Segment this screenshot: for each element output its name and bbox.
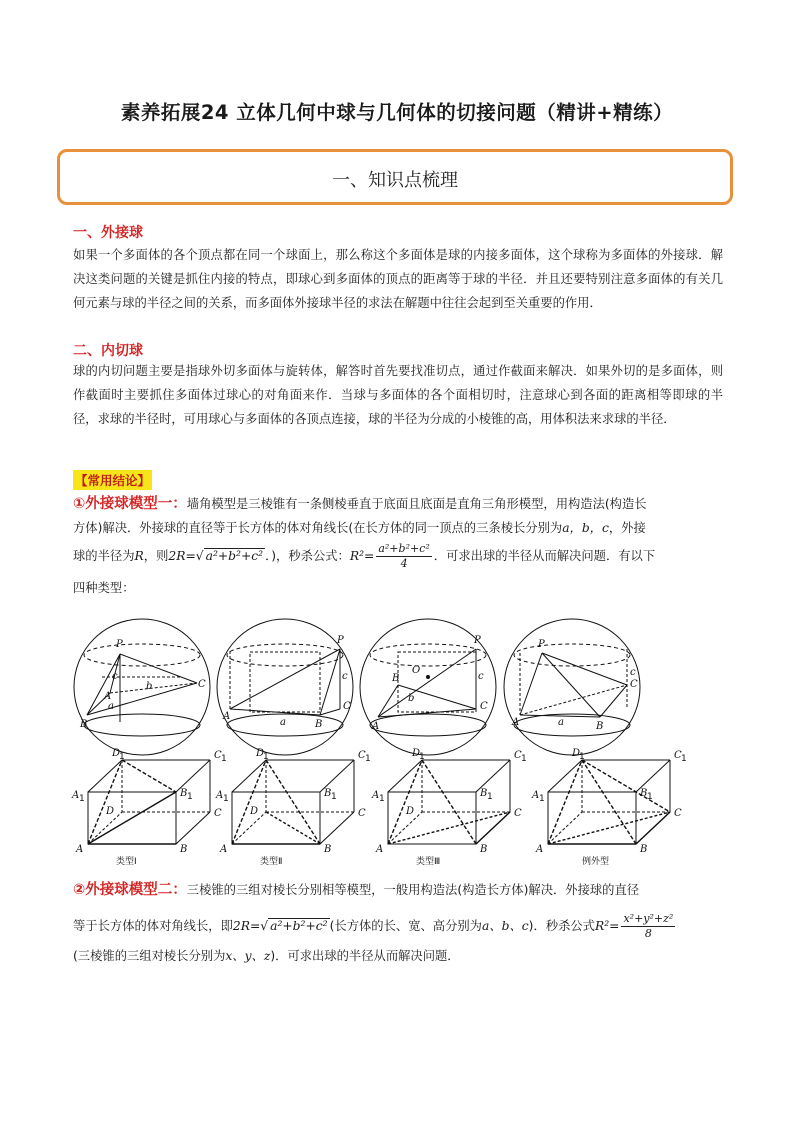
svg-text:B: B <box>480 788 488 799</box>
svg-text:B: B <box>324 788 332 799</box>
svg-text:A: A <box>372 721 380 732</box>
svg-text:a: a <box>558 717 564 728</box>
svg-text:B: B <box>315 719 323 730</box>
svg-text:C: C <box>214 750 222 761</box>
document-title: 素养拓展24 立体几何中球与几何体的切接问题（精讲+精练） <box>120 101 674 124</box>
svg-text:a: a <box>108 701 114 712</box>
paragraph-inscribed-sphere: 球的内切问题主要是指球外切多面体与旋转体，解答时首先要找准切点，通过作截面来解决．如果外切的是多面体，则作截面时主要抓住多面体过球心的对角面来作．当球与多面体的各个面相切时，注意球心到各面的距离相等即球的半径，求球的半径时，可用球心与多面体的各顶点连接，球的半径为分成的小棱锥的高，用体积法来求球的半径． <box>73 364 723 426</box>
model1-heading: ①外接球模型一： <box>73 496 187 512</box>
svg-text:例外型: 例外型 <box>582 857 610 867</box>
common-conclusion-tag: 【常用结论】 <box>73 470 152 490</box>
svg-text:B: B <box>324 844 332 855</box>
svg-text:1: 1 <box>79 794 85 804</box>
svg-text:1: 1 <box>487 792 493 802</box>
svg-text:c: c <box>112 671 118 682</box>
svg-text:1: 1 <box>119 752 125 762</box>
svg-text:C: C <box>358 750 366 761</box>
model2-line3: (三棱锥的三组对棱长分别为x、y、z)．可求出球的半径从而解决问题． <box>73 949 460 963</box>
section-header-label: 一、知识点梳理 <box>332 170 458 191</box>
svg-text:D: D <box>406 806 415 817</box>
svg-text:1: 1 <box>681 754 687 764</box>
svg-text:b: b <box>146 681 153 692</box>
fraction-formula-model2: $\frac{\text{x²+y²+z²}}{8}$ <box>623 912 674 940</box>
svg-text:P: P <box>474 635 481 646</box>
svg-text:C: C <box>674 750 682 761</box>
svg-text:D: D <box>412 748 421 759</box>
section-header-box <box>57 149 733 205</box>
sphere-diagram-2 <box>217 619 353 755</box>
svg-text:A: A <box>220 844 228 855</box>
svg-text:c: c <box>478 671 484 682</box>
svg-text:C: C <box>358 808 366 819</box>
svg-text:A: A <box>104 691 112 702</box>
formula-2R: 2R= <box>168 549 196 563</box>
svg-text:A: A <box>372 790 380 801</box>
paragraph-circumscribed-sphere: 如果一个多面体的各个顶点都在同一个球面上，那么称这个多面体是球的内接多面体，这个球称为多面体的外接球．解决这类问题的关键是抓住内接的特点，即球心到多面体的顶点的距离等于球的半径．并且还要特别注意多面体的有关几何元素与球的半径之间的关系，而多面体外接球半径的求法在解题中往往会起到至关重要的作用． <box>73 248 723 310</box>
svg-text:B: B <box>596 721 604 732</box>
svg-text:a: a <box>280 717 286 728</box>
svg-text:C: C <box>343 701 351 712</box>
fraction-formula-model1: $\frac{\text{a²+b²+c²}}{4}$ <box>378 542 430 570</box>
svg-text:B: B <box>392 673 400 684</box>
svg-text:类型Ⅲ: 类型Ⅲ <box>416 857 441 867</box>
svg-text:C: C <box>214 808 222 819</box>
svg-text:O: O <box>412 665 421 676</box>
svg-text:C: C <box>480 701 488 712</box>
box-diagram-type3 <box>371 748 527 867</box>
svg-text:B: B <box>640 788 648 799</box>
model1-line1: ①外接球模型一：墙角模型是三棱锥有一条侧棱垂直于底面且底面是直角三角形模型，用构造法(构造长 <box>73 496 647 512</box>
svg-text:1: 1 <box>539 794 545 804</box>
svg-text:C: C <box>514 750 522 761</box>
sphere-diagram-1 <box>74 619 210 755</box>
svg-text:1: 1 <box>331 792 337 802</box>
svg-text:A: A <box>536 844 544 855</box>
svg-text:P: P <box>116 639 123 650</box>
model1-line2: 方体)解决．外接球的直径等于长方体的体对角线长(在长方体的同一顶点的三条棱长分别为a，b，c，外接 <box>73 521 646 535</box>
svg-text:A: A <box>216 790 224 801</box>
svg-text:B: B <box>180 788 188 799</box>
svg-text:A: A <box>72 790 80 801</box>
svg-text:A: A <box>532 790 540 801</box>
svg-text:D: D <box>106 806 115 817</box>
svg-text:C: C <box>198 679 206 690</box>
svg-text:1: 1 <box>379 794 385 804</box>
model1-line4: 四种类型： <box>73 581 135 595</box>
svg-text:1: 1 <box>365 754 371 764</box>
svg-text:D: D <box>112 748 121 759</box>
svg-text:b: b <box>408 693 415 704</box>
svg-text:c: c <box>342 671 348 682</box>
model2-line1: ②外接球模型二：三棱锥的三组对棱长分别相等模型，一般用构造法(构造长方体)解决．外接球的直径 <box>73 882 640 898</box>
svg-text:1: 1 <box>647 792 653 802</box>
svg-text:A: A <box>376 844 384 855</box>
box-diagram-type1 <box>71 748 227 867</box>
svg-text:c: c <box>630 667 636 678</box>
svg-text:A: A <box>223 711 231 722</box>
model2-heading: ②外接球模型二： <box>73 882 187 898</box>
svg-text:D: D <box>256 748 265 759</box>
svg-text:A: A <box>512 717 520 728</box>
svg-text:B: B <box>480 844 488 855</box>
sphere-model-figure <box>0 602 794 882</box>
svg-text:1: 1 <box>521 754 527 764</box>
svg-text:1: 1 <box>221 754 227 764</box>
svg-text:C: C <box>514 808 522 819</box>
svg-text:B: B <box>640 844 648 855</box>
svg-text:B: B <box>80 719 88 730</box>
heading-circumscribed-sphere: 一、外接球 <box>73 225 143 241</box>
svg-text:P: P <box>337 635 344 646</box>
model1-line3: 球的半径为R，则2R=√ a²+b²+c² ．)，秒杀公式：R²= $\frac{\text{a²+b²+c²}}{4}$ ．可求出球的半径从而解决问题．有以下 <box>73 542 656 570</box>
model2-line2: 等于长方体的体对角线长，即2R=√ a²+b²+c² (长方体的长、宽、高分别为a、b、c)．秒杀公式R²= $\frac{\text{x²+y²+z²}}{8}$ <box>73 912 674 940</box>
svg-text:B: B <box>180 844 188 855</box>
svg-text:D: D <box>250 806 259 817</box>
svg-text:P: P <box>538 639 545 650</box>
svg-text:1: 1 <box>419 752 425 762</box>
svg-text:A: A <box>76 844 84 855</box>
sphere-diagram-3 <box>360 619 496 755</box>
svg-text:D: D <box>572 748 581 759</box>
box-diagram-exception <box>531 748 687 867</box>
svg-text:类型Ⅰ: 类型Ⅰ <box>116 857 137 867</box>
svg-text:类型Ⅱ: 类型Ⅱ <box>260 857 283 867</box>
svg-text:C: C <box>630 679 638 690</box>
box-diagram-type2 <box>215 748 371 867</box>
svg-text:1: 1 <box>223 794 229 804</box>
svg-text:C: C <box>674 808 682 819</box>
svg-text:1: 1 <box>187 792 193 802</box>
sphere-diagram-4 <box>504 619 640 755</box>
heading-inscribed-sphere: 二、内切球 <box>73 343 143 359</box>
svg-text:1: 1 <box>579 752 585 762</box>
svg-text:1: 1 <box>263 752 269 762</box>
